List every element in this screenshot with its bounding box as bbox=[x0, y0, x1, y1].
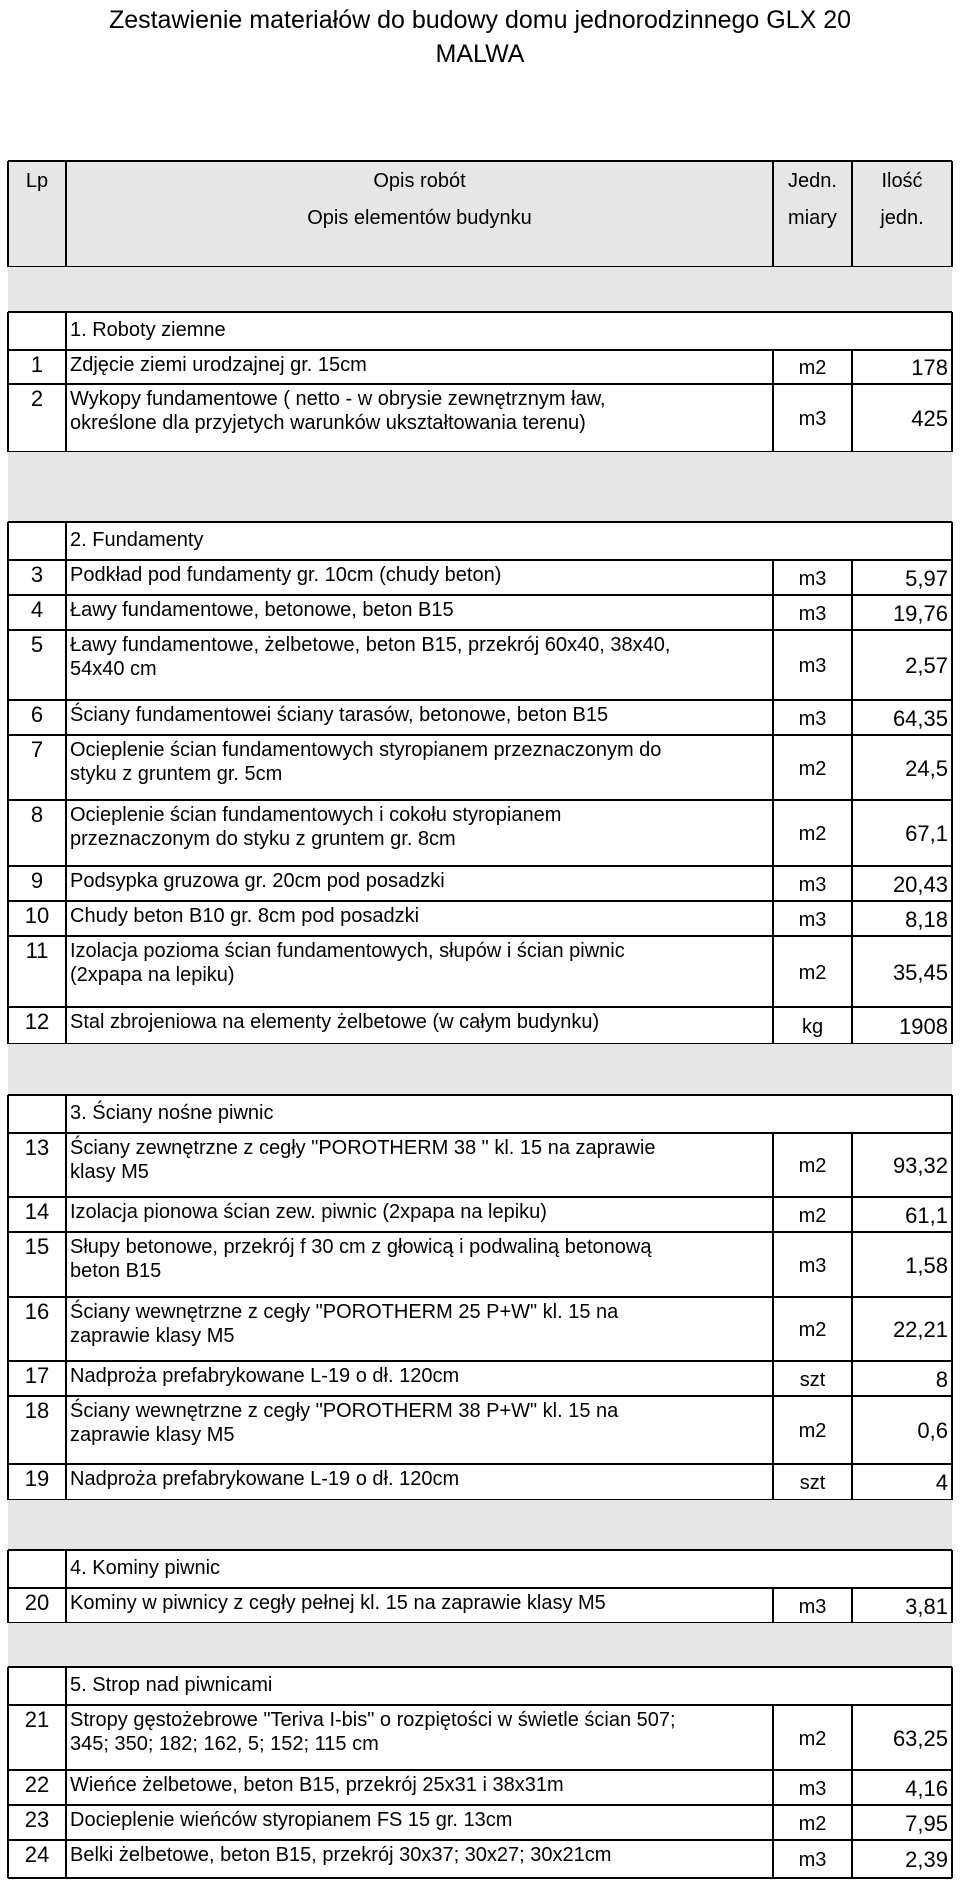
row-number: 8 bbox=[30, 802, 44, 827]
header-top-border bbox=[8, 160, 952, 162]
row-unit: m2 bbox=[798, 1813, 827, 1835]
row-quantity: 24,5 bbox=[905, 756, 948, 781]
row-unit: m3 bbox=[798, 874, 827, 896]
row-quantity: 64,35 bbox=[892, 706, 948, 731]
row-divider bbox=[8, 1704, 952, 1706]
row-unit: m2 bbox=[798, 357, 827, 379]
header-column-divider bbox=[7, 161, 9, 267]
row-description: Zdjęcie ziemi urodzajnej gr. 15cm bbox=[70, 354, 367, 376]
row-description: Chudy beton B10 gr. 8cm pod posadzki bbox=[70, 905, 420, 927]
row-quantity: 61,1 bbox=[905, 1203, 948, 1228]
row-unit: m3 bbox=[798, 655, 827, 677]
row-unit: szt bbox=[799, 1369, 826, 1391]
row-description: Izolacja pionowa ścian zew. piwnic (2xpapa na lepiku) bbox=[70, 1201, 547, 1223]
section-title: 3. Ściany nośne piwnic bbox=[70, 1102, 274, 1124]
header-column-divider bbox=[772, 161, 774, 267]
row-unit: m3 bbox=[798, 408, 827, 430]
header-column-divider bbox=[951, 161, 953, 267]
header-quantity-2: jedn. bbox=[880, 207, 924, 229]
row-description: Podsypka gruzowa gr. 20cm pod posadzki bbox=[70, 870, 445, 892]
row-quantity: 425 bbox=[911, 406, 948, 431]
row-description: Ściany wewnętrzne z cegły "POROTHERM 25 P+W" kl. 15 na zaprawie klasy M5 bbox=[70, 1301, 619, 1347]
row-quantity: 4 bbox=[935, 1470, 948, 1495]
row-description: Stal zbrojeniowa na elementy żelbetowe (w całym budynku) bbox=[70, 1011, 600, 1033]
row-quantity: 4,16 bbox=[905, 1776, 948, 1801]
header-description-2: Opis elementów budynku bbox=[307, 207, 532, 229]
row-quantity: 8,18 bbox=[905, 907, 948, 932]
row-quantity: 1908 bbox=[899, 1014, 948, 1039]
row-divider bbox=[8, 1006, 952, 1008]
row-quantity: 0,6 bbox=[917, 1418, 948, 1443]
section-title: 4. Kominy piwnic bbox=[70, 1557, 221, 1579]
row-description: Izolacja pozioma ścian fundamentowych, słupów i ścian piwnic (2xpapa na lepiku) bbox=[70, 940, 625, 986]
row-number: 23 bbox=[24, 1807, 50, 1832]
table-right-border bbox=[951, 312, 953, 452]
row-description: Ocieplenie ścian fundamentowych styropianem przeznaczonym do styku z gruntem gr. 5cm bbox=[70, 739, 662, 785]
section-top-border bbox=[8, 1094, 952, 1096]
row-description: Ocieplenie ścian fundamentowych i cokołu styropianem przeznaczonym do styku z gruntem gr. 8cm bbox=[70, 804, 562, 850]
header-description-1: Opis robót bbox=[373, 170, 466, 192]
row-divider bbox=[8, 1463, 952, 1465]
row-quantity: 7,95 bbox=[905, 1811, 948, 1836]
row-divider bbox=[8, 1587, 952, 1589]
row-description: Ściany zewnętrzne z cegły "POROTHERM 38 " kl. 15 na zaprawie klasy M5 bbox=[70, 1137, 656, 1183]
section-title: 1. Roboty ziemne bbox=[70, 319, 226, 341]
row-quantity: 3,81 bbox=[905, 1594, 948, 1619]
row-divider bbox=[8, 559, 952, 561]
section-top-border bbox=[8, 1666, 952, 1668]
header-quantity-1: Ilość bbox=[881, 170, 923, 192]
row-divider bbox=[8, 1196, 952, 1198]
row-number: 3 bbox=[30, 562, 44, 587]
row-quantity: 178 bbox=[911, 355, 948, 380]
row-description: Ściany fundamentowei ściany tarasów, betonowe, beton B15 bbox=[70, 704, 609, 726]
row-number: 11 bbox=[25, 938, 49, 963]
row-divider bbox=[8, 734, 952, 736]
row-number: 22 bbox=[24, 1772, 50, 1797]
row-divider bbox=[8, 383, 952, 385]
header-column-divider bbox=[851, 161, 853, 267]
row-number: 17 bbox=[24, 1363, 50, 1388]
row-unit: m2 bbox=[798, 1205, 827, 1227]
row-divider bbox=[8, 1839, 952, 1841]
row-number: 1 bbox=[30, 352, 44, 377]
row-unit: m3 bbox=[798, 1596, 827, 1618]
row-divider bbox=[8, 1769, 952, 1771]
row-unit: m3 bbox=[798, 603, 827, 625]
title-line-2: MALWA bbox=[435, 40, 525, 68]
row-unit: m2 bbox=[798, 758, 827, 780]
row-unit: m3 bbox=[798, 1778, 827, 1800]
row-quantity: 5,97 bbox=[905, 566, 948, 591]
row-unit: m2 bbox=[798, 1319, 827, 1341]
section-gap bbox=[8, 452, 952, 522]
row-unit: m2 bbox=[798, 1155, 827, 1177]
row-unit: m2 bbox=[798, 1420, 827, 1442]
row-description: Kominy w piwnicy z cegły pełnej kl. 15 na zaprawie klasy M5 bbox=[70, 1592, 606, 1614]
row-divider bbox=[8, 1360, 952, 1362]
section-gap bbox=[8, 267, 952, 312]
row-quantity: 22,21 bbox=[892, 1317, 948, 1342]
row-divider bbox=[8, 699, 952, 701]
row-description: Ściany wewnętrzne z cegły "POROTHERM 38 P+W" kl. 15 na zaprawie klasy M5 bbox=[70, 1400, 619, 1446]
row-divider bbox=[8, 594, 952, 596]
row-description: Nadproża prefabrykowane L-19 o dł. 120cm bbox=[70, 1468, 460, 1490]
section-gap bbox=[8, 1623, 952, 1667]
row-quantity: 2,39 bbox=[905, 1847, 948, 1872]
row-divider bbox=[8, 1804, 952, 1806]
row-description: Ławy fundamentowe, żelbetowe, beton B15, przekrój 60x40, 38x40, 54x40 cm bbox=[70, 634, 671, 680]
row-description: Nadproża prefabrykowane L-19 o dł. 120cm bbox=[70, 1365, 460, 1387]
section-gap bbox=[8, 1044, 952, 1095]
row-divider bbox=[8, 629, 952, 631]
row-divider bbox=[8, 1231, 952, 1233]
row-unit: m3 bbox=[798, 909, 827, 931]
row-number: 2 bbox=[30, 386, 44, 411]
row-unit: m3 bbox=[798, 1849, 827, 1871]
header-column-divider bbox=[65, 161, 67, 267]
title-line-1: Zestawienie materiałów do budowy domu jednorodzinnego GLX 20 bbox=[108, 6, 852, 34]
row-quantity: 63,25 bbox=[892, 1726, 948, 1751]
section-gap bbox=[8, 1500, 952, 1550]
row-number: 12 bbox=[24, 1009, 50, 1034]
row-divider bbox=[8, 1395, 952, 1397]
row-unit: m2 bbox=[798, 823, 827, 845]
row-quantity: 35,45 bbox=[892, 960, 948, 985]
header-lp: Lp bbox=[25, 170, 49, 192]
row-number: 10 bbox=[24, 903, 50, 928]
row-quantity: 20,43 bbox=[892, 872, 948, 897]
row-divider bbox=[8, 1296, 952, 1298]
row-number: 19 bbox=[24, 1466, 50, 1491]
header-unit-2: miary bbox=[788, 207, 837, 229]
row-unit: m2 bbox=[798, 1728, 827, 1750]
row-number: 5 bbox=[30, 632, 44, 657]
row-number: 4 bbox=[30, 597, 44, 622]
row-number: 18 bbox=[24, 1398, 50, 1423]
row-number: 20 bbox=[24, 1590, 50, 1615]
row-divider bbox=[8, 900, 952, 902]
table-right-border bbox=[951, 1667, 953, 1878]
row-divider bbox=[8, 349, 952, 351]
section-bottom-border bbox=[8, 1877, 952, 1879]
row-description: Wykopy fundamentowe ( netto - w obrysie zewnętrznym ław, określone dla przyjetych warunków ukształtowania terenu) bbox=[70, 388, 606, 434]
row-number: 6 bbox=[30, 702, 44, 727]
row-number: 21 bbox=[24, 1707, 50, 1732]
row-quantity: 1,58 bbox=[905, 1253, 948, 1278]
row-number: 24 bbox=[24, 1842, 50, 1867]
row-unit: m3 bbox=[798, 708, 827, 730]
row-divider bbox=[8, 799, 952, 801]
section-top-border bbox=[8, 521, 952, 523]
row-description: Słupy betonowe, przekrój f 30 cm z głowicą i podwaliną betonową beton B15 bbox=[70, 1236, 652, 1282]
row-description: Stropy gęstożebrowe "Teriva I-bis" o rozpiętości w świetle ścian 507; 345; 350; 182; 162, 5; 152; 115 cm bbox=[70, 1709, 676, 1755]
row-description: Belki żelbetowe, beton B15, przekrój 30x37; 30x27; 30x21cm bbox=[70, 1844, 612, 1866]
table-left-border bbox=[7, 312, 9, 452]
row-divider bbox=[8, 1132, 952, 1134]
row-number: 14 bbox=[24, 1199, 50, 1224]
quantity-column-divider bbox=[851, 1133, 853, 1500]
row-quantity: 8 bbox=[935, 1367, 948, 1392]
section-top-border bbox=[8, 1549, 952, 1551]
row-number: 16 bbox=[24, 1299, 50, 1324]
row-number: 7 bbox=[30, 737, 44, 762]
row-quantity: 67,1 bbox=[905, 821, 948, 846]
row-unit: m3 bbox=[798, 568, 827, 590]
row-divider bbox=[8, 935, 952, 937]
row-description: Wieńce żelbetowe, beton B15, przekrój 25x31 i 38x31m bbox=[70, 1774, 564, 1796]
row-quantity: 2,57 bbox=[905, 653, 948, 678]
header-unit-1: Jedn. bbox=[788, 170, 837, 192]
row-number: 9 bbox=[30, 868, 44, 893]
row-number: 15 bbox=[24, 1234, 50, 1259]
row-description: Podkład pod fundamenty gr. 10cm (chudy beton) bbox=[70, 564, 502, 586]
section-top-border bbox=[8, 311, 952, 313]
row-divider bbox=[8, 865, 952, 867]
row-unit: m3 bbox=[798, 1255, 827, 1277]
row-unit: kg bbox=[801, 1016, 824, 1038]
row-description: Ławy fundamentowe, betonowe, beton B15 bbox=[70, 599, 454, 621]
row-quantity: 93,32 bbox=[892, 1153, 948, 1178]
section-title: 2. Fundamenty bbox=[70, 529, 204, 551]
row-quantity: 19,76 bbox=[892, 601, 948, 626]
row-unit: szt bbox=[799, 1472, 826, 1494]
section-title: 5. Strop nad piwnicami bbox=[70, 1674, 273, 1696]
row-description: Docieplenie wieńców styropianem FS 15 gr. 13cm bbox=[70, 1809, 513, 1831]
row-number: 13 bbox=[24, 1135, 50, 1160]
row-unit: m2 bbox=[798, 962, 827, 984]
